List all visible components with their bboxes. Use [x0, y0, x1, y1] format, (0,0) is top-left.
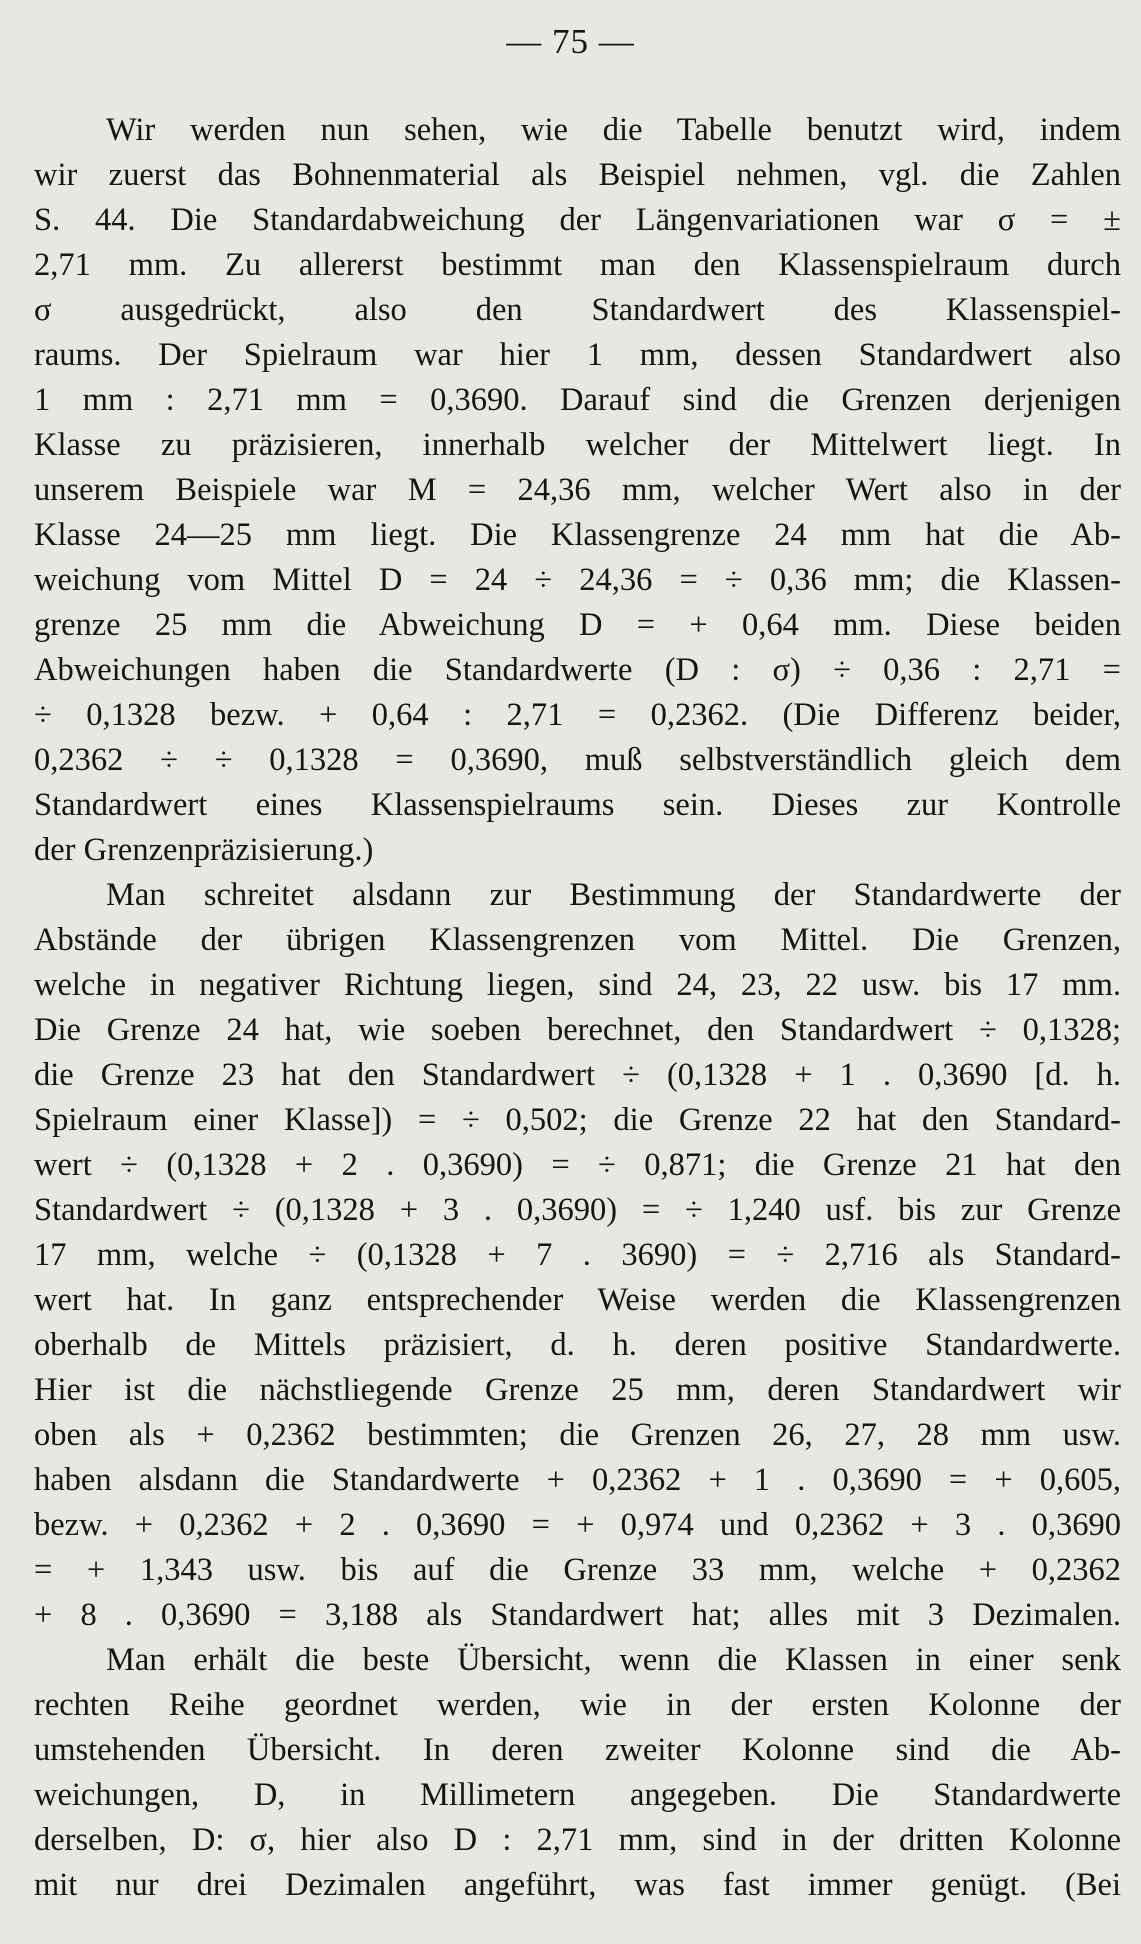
text-line: Die Grenze 24 hat, wie soeben berechnet, den Standardwert ÷ 0,1328;	[34, 1012, 1121, 1048]
text-line: grenze 25 mm die Abweichung D = + 0,64 mm. Diese beiden	[34, 607, 1121, 643]
text-line: wert ÷ (0,1328 + 2 . 0,3690) = ÷ 0,871; die Grenze 21 hat den	[34, 1147, 1121, 1183]
text-line: wir zuerst das Bohnenmaterial als Beispiel nehmen, vgl. die Zahlen	[34, 157, 1121, 193]
text-line: Standardwert ÷ (0,1328 + 3 . 0,3690) = ÷ 1,240 usf. bis zur Grenze	[34, 1192, 1121, 1228]
text-line: raums. Der Spielraum war hier 1 mm, dessen Standardwert also	[34, 337, 1121, 373]
text-line: unserem Beispiele war M = 24,36 mm, welcher Wert also in der	[34, 472, 1121, 508]
text-line: mit nur drei Dezimalen angeführt, was fast immer genügt. (Bei	[34, 1867, 1121, 1903]
text-line: derselben, D: σ, hier also D : 2,71 mm, sind in der dritten Kolonne	[34, 1822, 1121, 1858]
text-line: S. 44. Die Standardabweichung der Längenvariationen war σ = ±	[34, 202, 1121, 238]
text-line: 2,71 mm. Zu allererst bestimmt man den Klassenspielraum durch	[34, 247, 1121, 283]
text-line: bezw. + 0,2362 + 2 . 0,3690 = + 0,974 und 0,2362 + 3 . 0,3690	[34, 1507, 1121, 1543]
text-line: Abstände der übrigen Klassengrenzen vom Mittel. Die Grenzen,	[34, 922, 1121, 958]
text-line: Man erhält die beste Übersicht, wenn die Klassen in einer senk	[106, 1642, 1121, 1678]
text-line: umstehenden Übersicht. In deren zweiter Kolonne sind die Ab-	[34, 1732, 1121, 1768]
text-line: 0,2362 ÷ ÷ 0,1328 = 0,3690, muß selbstverständlich gleich dem	[34, 742, 1121, 778]
text-line: = + 1,343 usw. bis auf die Grenze 33 mm, welche + 0,2362	[34, 1552, 1121, 1588]
text-line: Standardwert eines Klassenspielraums sein. Dieses zur Kontrolle	[34, 787, 1121, 823]
text-line: Wir werden nun sehen, wie die Tabelle benutzt wird, indem	[106, 112, 1121, 148]
text-line: die Grenze 23 hat den Standardwert ÷ (0,1328 + 1 . 0,3690 [d. h.	[34, 1057, 1121, 1093]
text-line: + 8 . 0,3690 = 3,188 als Standardwert hat; alles mit 3 Dezimalen.	[34, 1597, 1121, 1633]
text-line: oberhalb de Mittels präzisiert, d. h. deren positive Standardwerte.	[34, 1327, 1121, 1363]
body-text	[34, 108, 1121, 1908]
text-line: welche in negativer Richtung liegen, sind 24, 23, 22 usw. bis 17 mm.	[34, 967, 1121, 1003]
text-line: Klasse 24—25 mm liegt. Die Klassengrenze 24 mm hat die Ab-	[34, 517, 1121, 553]
text-line: Hier ist die nächstliegende Grenze 25 mm, deren Standardwert wir	[34, 1372, 1121, 1408]
text-line: 17 mm, welche ÷ (0,1328 + 7 . 3690) = ÷ 2,716 als Standard-	[34, 1237, 1121, 1273]
page-number: — 75 —	[506, 22, 635, 61]
text-line: rechten Reihe geordnet werden, wie in der ersten Kolonne der	[34, 1687, 1121, 1723]
text-line: weichungen, D, in Millimetern angegeben. Die Standardwerte	[34, 1777, 1121, 1813]
text-line: Spielraum einer Klasse]) = ÷ 0,502; die Grenze 22 hat den Standard-	[34, 1102, 1121, 1138]
text-line: haben alsdann die Standardwerte + 0,2362 + 1 . 0,3690 = + 0,605,	[34, 1462, 1121, 1498]
text-line: Klasse zu präzisieren, innerhalb welcher der Mittelwert liegt. In	[34, 427, 1121, 463]
text-line: weichung vom Mittel D = 24 ÷ 24,36 = ÷ 0,36 mm; die Klassen-	[34, 562, 1121, 598]
text-line: wert hat. In ganz entsprechender Weise werden die Klassengrenzen	[34, 1282, 1121, 1318]
text-line: σ ausgedrückt, also den Standardwert des Klassenspiel-	[34, 292, 1121, 328]
text-line: Man schreitet alsdann zur Bestimmung der Standardwerte der	[106, 877, 1121, 913]
text-line: ÷ 0,1328 bezw. + 0,64 : 2,71 = 0,2362. (Die Differenz beider,	[34, 697, 1121, 733]
text-line: 1 mm : 2,71 mm = 0,3690. Darauf sind die Grenzen derjenigen	[34, 382, 1121, 418]
text-line: oben als + 0,2362 bestimmten; die Grenzen 26, 27, 28 mm usw.	[34, 1417, 1121, 1453]
text-line: Abweichungen haben die Standardwerte (D : σ) ÷ 0,36 : 2,71 =	[34, 652, 1121, 688]
text-line: der Grenzenpräzisierung.)	[34, 832, 374, 868]
